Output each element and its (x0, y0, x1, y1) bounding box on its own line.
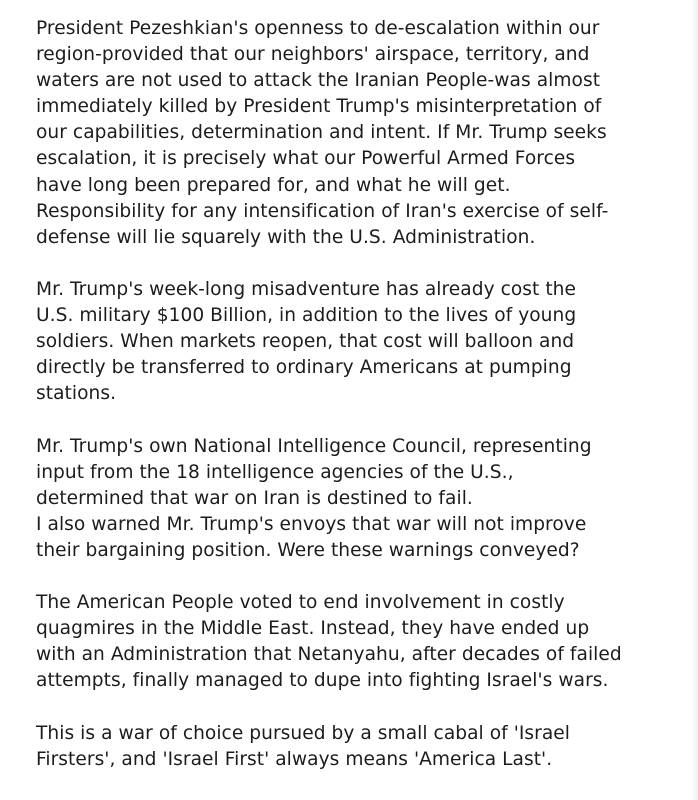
text-line: with an Administration that Netanyahu, after decades of failed (36, 644, 622, 666)
text-line: waters are not used to attack the Iranian People-was almost (36, 70, 601, 92)
paragraph-1 (36, 16, 676, 251)
message-text[interactable] (36, 16, 676, 799)
paragraph-3 (36, 434, 676, 564)
text-line: determined that war on Iran is destined to fail. (36, 487, 473, 509)
text-line: attempts, finally managed to dupe into fighting Israel's wars. (36, 670, 609, 692)
text-line: President Pezeshkian's openness to de-escalation within our (36, 18, 600, 39)
text-line: quagmires in the Middle East. Instead, they have ended up (36, 618, 590, 640)
paragraph-5 (36, 721, 676, 773)
text-line: Responsibility for any intensification of Iran's exercise of self- (36, 200, 609, 222)
text-line: region-provided that our neighbors' airspace, territory, and (36, 44, 590, 66)
text-line: input from the 18 intelligence agencies of the U.S., (36, 461, 514, 483)
text-line: stations. (36, 383, 117, 405)
paragraph-2 (36, 277, 676, 407)
text-line: soldiers. When markets reopen, that cost will balloon and (36, 331, 575, 353)
text-line: our capabilities, determination and intent. If Mr. Trump seeks (36, 122, 607, 144)
text-line: Mr. Trump's own National Intelligence Council, representing (36, 435, 592, 457)
text-line: defense will lie squarely with the U.S. Administration. (36, 226, 536, 248)
text-line: directly be transferred to ordinary Americans at pumping (36, 357, 572, 379)
text-line: This is a war of choice pursued by a small cabal of 'Israel (36, 722, 570, 744)
text-line: have long been prepared for, and what he will get. (36, 174, 511, 196)
scroll-edge-shadow (690, 0, 698, 800)
text-line: Mr. Trump's week-long misadventure has already cost the (36, 278, 577, 300)
text-line: their bargaining position. Were these warnings conveyed? (36, 539, 580, 561)
text-line: Firsters', and 'Israel First' always means 'America Last'. (36, 748, 553, 770)
text-line: escalation, it is precisely what our Powerful Armed Forces (36, 148, 576, 170)
text-line: I also warned Mr. Trump's envoys that war will not improve (36, 513, 587, 535)
text-line: U.S. military $100 Billion, in addition to the lives of young (36, 305, 577, 327)
text-line: immediately killed by President Trump's misinterpretation of (36, 96, 602, 118)
text-line: The American People voted to end involvement in costly (36, 592, 565, 614)
paragraph-4 (36, 590, 676, 694)
